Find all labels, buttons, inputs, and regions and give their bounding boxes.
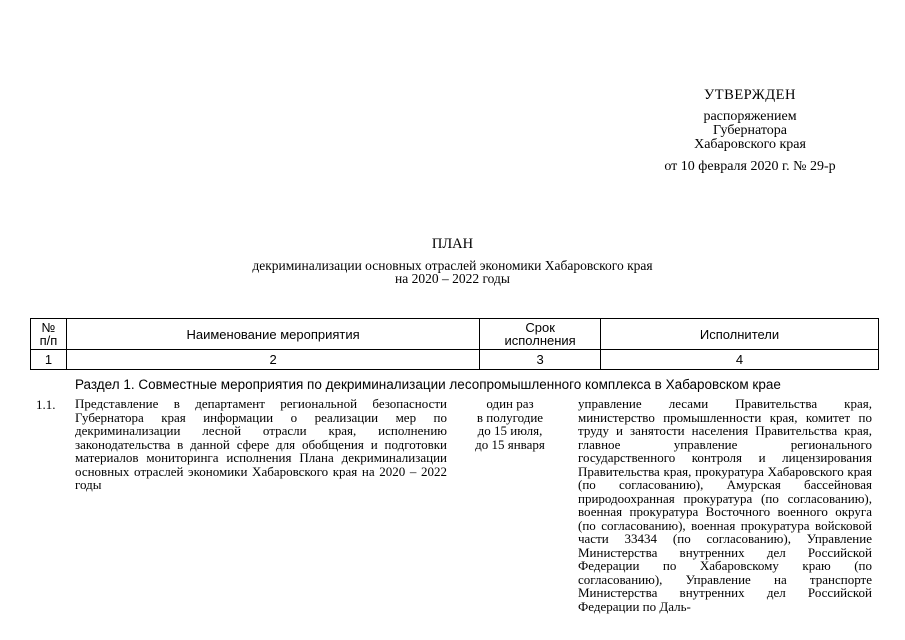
- approval-line-3: Хабаровского края: [694, 137, 806, 152]
- row-executors: управление лесами Правительства края, министерство промышленности края, комитет по труду и занятости населения Правительства края, главное управление регионального государственного контроля и лицензирования Правительства края, прокуратура Хабаровского края (по согласованию), Амурская бассейновая природоохранная прокуратура (по согласованию), военная прокуратура Восточного военного округа (по согласованию), военная прокуратура войсковой части 33434 (по согласованию), Управление Министерства внутренних дел Российской Федерации по Хабаровскому краю (по согласованию), Управление на транспорте Министерства внутренних дел Российской Федерации по Даль-: [578, 396, 872, 614]
- header-term: Срок исполнения: [480, 319, 601, 350]
- plan-table-header: [30, 318, 879, 370]
- column-number: 3: [480, 350, 601, 370]
- column-number: 1: [31, 350, 67, 370]
- column-number: 4: [601, 350, 879, 370]
- header-executors: Исполнители: [601, 319, 879, 350]
- header-num: № п/п: [31, 319, 67, 350]
- approval-word: УТВЕРЖДЕН: [704, 87, 796, 103]
- row-number: 1.1.: [36, 397, 56, 412]
- plan-title: ПЛАН: [431, 236, 474, 252]
- approval-line-1: распоряжением: [703, 109, 797, 124]
- approval-date: от 10 февраля 2020 г. № 29-р: [664, 159, 836, 174]
- approval-line-2: Губернатора: [712, 123, 788, 138]
- approval-block: [650, 88, 850, 174]
- row-description: Представление в департамент региональной безопасности Губернатора края информации о реализации мер по декриминализации лесной отрасли края, исполнению законодательства в данной сфере для обобщения и подготовки материалов мониторинга исполнения Плана декриминализации основных отраслей экономики Хабаровского края на 2020 – 2022 годы: [75, 396, 447, 492]
- plan-subtitle-1: декриминализации основных отраслей экономики Хабаровского края: [252, 258, 653, 273]
- header-name: Наименование мероприятия: [66, 319, 479, 350]
- row-term: один раз в полугодие до 15 июля, до 15 января: [475, 396, 545, 452]
- plan-subtitle-2: на 2020 – 2022 годы: [395, 271, 510, 286]
- column-number: 2: [66, 350, 479, 370]
- section-title: Раздел 1. Совместные мероприятия по декриминализации лесопромышленного комплекса в Хабаровском крае: [75, 377, 781, 392]
